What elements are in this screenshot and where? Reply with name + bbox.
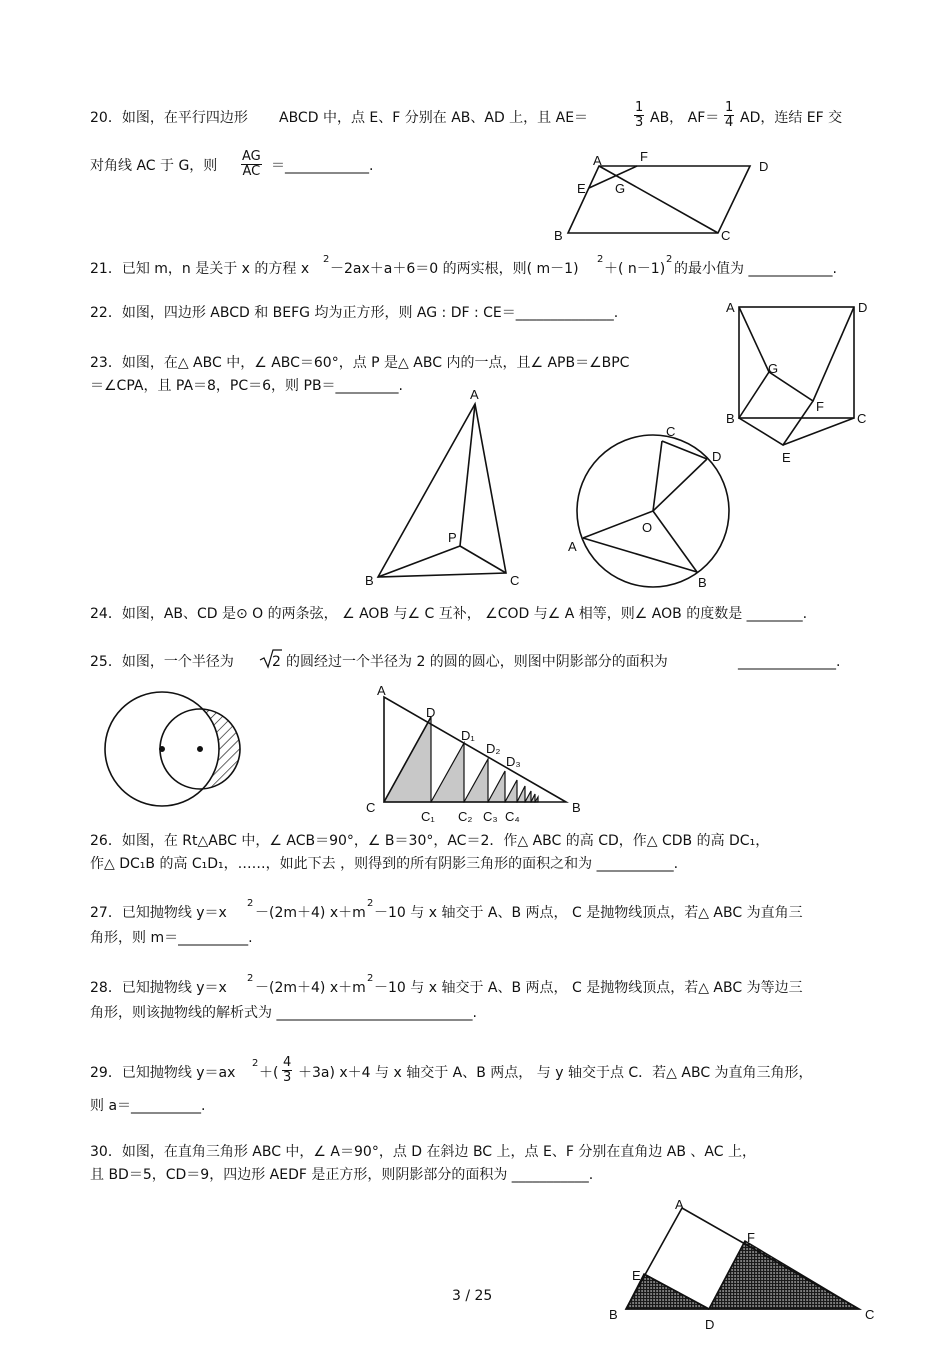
q24-label-b: B bbox=[698, 575, 707, 590]
q24-label-a: A bbox=[568, 539, 577, 554]
q26-label-d2: D₂ bbox=[486, 741, 501, 756]
q25-text-c: ______________. bbox=[738, 654, 841, 670]
q29-fraction-4-3: $\frac{4}{3}$ bbox=[283, 1055, 292, 1085]
q21-sup-1: 2 bbox=[323, 254, 330, 265]
q20-label-c: C bbox=[721, 228, 731, 243]
q20-fraction-1-4: $\frac{1}{4}$ bbox=[725, 100, 734, 130]
q29-sup-1: 2 bbox=[252, 1058, 259, 1069]
q26-label-d1: D₁ bbox=[461, 728, 475, 743]
q28-sup-1: 2 bbox=[247, 973, 254, 984]
q23-line-2: ＝∠CPA，且 PA＝8，PC＝6，则 PB＝_________. bbox=[90, 378, 404, 394]
q21-text-d: 的最小值为 ____________. bbox=[674, 261, 837, 277]
q23-label-a: A bbox=[470, 387, 479, 402]
q21-sup-2: 2 bbox=[597, 254, 604, 265]
q24-radius-oc bbox=[653, 441, 662, 511]
q22-label-e: E bbox=[782, 450, 791, 465]
q24-label-o: O bbox=[642, 520, 653, 535]
q26-label-c: C bbox=[366, 800, 376, 815]
q20-label-d: D bbox=[759, 159, 769, 174]
q22-squares-figure bbox=[720, 295, 880, 470]
q20-text-c: AB， AF＝ bbox=[650, 110, 720, 126]
q21-text-c: ＋( n－1) bbox=[604, 261, 666, 277]
q22-label-d: D bbox=[858, 300, 868, 315]
q30-line-2: 且 BD＝5，CD＝9，四边形 AEDF 是正方形，则阴影部分的面积为 ___________. bbox=[90, 1167, 594, 1183]
q30-right-triangle-figure bbox=[600, 1195, 890, 1340]
q25-circles-figure bbox=[100, 690, 250, 815]
q26-label-c2: C₂ bbox=[458, 809, 473, 824]
q22-label-c: C bbox=[857, 411, 867, 426]
q20-fraction-ag-ac: $\frac{AG}{AC}$ bbox=[242, 149, 261, 179]
q20-label-b: B bbox=[554, 228, 563, 243]
q26-label-a: A bbox=[377, 683, 386, 698]
q24-chord-ab bbox=[583, 538, 697, 572]
q28-text-a: 28．已知抛物线 y＝x bbox=[90, 980, 227, 996]
q26-label-b: B bbox=[572, 800, 581, 815]
q30-label-e: E bbox=[632, 1268, 641, 1283]
q23-label-p: P bbox=[448, 530, 457, 545]
q20-text-b: ABCD 中，点 E、F 分别在 AB、AD 上，且 AE＝ bbox=[279, 110, 589, 126]
q27-sup-1: 2 bbox=[247, 898, 254, 909]
q23-segment-pc bbox=[460, 546, 506, 573]
q29-line-2: 则 a＝__________. bbox=[90, 1098, 206, 1114]
q30-label-c: C bbox=[865, 1307, 875, 1322]
q24-circle-figure bbox=[560, 420, 740, 595]
q26-line-1: 26．如图，在 Rt△ABC 中，∠ ACB＝90°，∠ B＝30°，AC＝2．作△ ABC 的高 CD，作△ CDB 的高 DC₁， bbox=[90, 833, 770, 849]
q26-label-c4: C₄ bbox=[505, 809, 520, 824]
q23-segment-pb bbox=[378, 546, 460, 577]
q22-text: 22．如图，四边形 ABCD 和 BEFG 均为正方形，则 AG : DF : CE＝______________. bbox=[90, 305, 619, 321]
q27-text-c: －10 与 x 轴交于 A、B 两点， C 是抛物线顶点，若△ ABC 为直角三 bbox=[374, 905, 803, 921]
q22-segment-ce bbox=[783, 418, 854, 445]
q27-line-2: 角形，则 m＝__________. bbox=[90, 930, 253, 946]
q23-triangle-abc bbox=[378, 404, 506, 577]
q21-text-b: －2ax＋a＋6＝0 的两实根，则( m－1) bbox=[330, 261, 579, 277]
q30-label-f: F bbox=[747, 1230, 755, 1245]
q24-radius-ob bbox=[653, 511, 697, 572]
q26-shaded-triangle-3 bbox=[464, 759, 488, 802]
q21-text-a: 21．已知 m，n 是关于 x 的方程 x bbox=[90, 261, 310, 277]
q20-text-a: 20．如图，在平行四边形 bbox=[90, 110, 248, 126]
q30-label-a: A bbox=[675, 1197, 684, 1212]
page-number: 3 / 25 bbox=[452, 1288, 493, 1304]
q28-sup-2: 2 bbox=[367, 973, 374, 984]
q22-square-befg bbox=[739, 372, 813, 445]
q26-label-d: D bbox=[426, 705, 436, 720]
q22-segment-ag bbox=[739, 307, 769, 372]
q26-label-d3: D₃ bbox=[506, 754, 521, 769]
q22-label-g: G bbox=[768, 361, 779, 376]
q22-label-b: B bbox=[726, 411, 735, 426]
q22-label-f: F bbox=[816, 399, 824, 414]
q29-text-b: ＋( bbox=[259, 1065, 279, 1081]
q30-label-b: B bbox=[609, 1307, 618, 1322]
q23-line-1: 23．如图，在△ ABC 中，∠ ABC＝60°，点 P 是△ ABC 内的一点，且∠ APB＝∠BPC bbox=[90, 355, 630, 371]
q23-label-c: C bbox=[510, 573, 520, 588]
q26-label-c3: C₃ bbox=[483, 809, 498, 824]
q26-label-c1: C₁ bbox=[421, 809, 435, 824]
q26-right-triangle-figure bbox=[360, 680, 590, 825]
q20-text-f: ＝____________. bbox=[271, 158, 374, 174]
q26-shaded-triangle-6 bbox=[517, 786, 525, 802]
q28-text-b: －(2m＋4) x＋m bbox=[255, 980, 366, 996]
q28-line-2: 角形，则该抛物线的解析式为 ____________________________. bbox=[90, 1005, 477, 1021]
q20-segment-ef bbox=[589, 166, 637, 188]
q24-chord-cd bbox=[662, 441, 707, 459]
q23-triangle-figure bbox=[360, 385, 530, 595]
q30-line-1: 30．如图，在直角三角形 ABC 中，∠ A＝90°，点 D 在斜边 BC 上，点 E、F 分别在直角边 AB 、AC 上， bbox=[90, 1144, 756, 1160]
q25-radical-value: 2 bbox=[272, 654, 281, 670]
q26-shaded-triangle-5 bbox=[505, 780, 517, 802]
q28-text-c: －10 与 x 轴交于 A、B 两点， C 是抛物线顶点，若△ ABC 为等边三 bbox=[374, 980, 803, 996]
q22-label-a: A bbox=[726, 300, 735, 315]
q25-center-large bbox=[160, 747, 164, 751]
q30-shaded-triangle-dfc bbox=[709, 1241, 859, 1309]
q26-shaded-triangle-4 bbox=[488, 771, 505, 802]
q29-text-a: 29．已知抛物线 y＝ax bbox=[90, 1065, 236, 1081]
q29-text-c: ＋3a) x＋4 与 x 轴交于 A、B 两点， 与 y 轴交于点 C．若△ ABC 为直角三角形， bbox=[298, 1065, 813, 1081]
q20-text-d: AD，连结 EF 交 bbox=[740, 110, 843, 126]
q20-label-f: F bbox=[640, 149, 648, 164]
q23-label-b: B bbox=[365, 573, 374, 588]
q24-label-c: C bbox=[666, 424, 676, 439]
q27-text-a: 27．已知抛物线 y＝x bbox=[90, 905, 227, 921]
q21-sup-3: 2 bbox=[666, 254, 673, 265]
q26-shaded-triangle-7 bbox=[525, 791, 531, 802]
q20-text-e: 对角线 AC 于 G，则 bbox=[90, 158, 218, 174]
q26-line-2: 作△ DC₁B 的高 C₁D₁，……，如此下去 ，则得到的所有阴影三角形的面积之和为 ___________. bbox=[90, 856, 679, 872]
q25-center-small bbox=[198, 747, 202, 751]
q27-text-b: －(2m＋4) x＋m bbox=[255, 905, 366, 921]
q25-text-a: 25．如图，一个半径为 bbox=[90, 654, 234, 670]
q25-text-b: 的圆经过一个半径为 2 的圆的圆心，则图中阴影部分的面积为 bbox=[286, 654, 668, 670]
q26-shaded-triangle-2 bbox=[431, 743, 464, 802]
q20-parallelogram-figure bbox=[550, 145, 790, 245]
q20-fraction-1-3: $\frac{1}{3}$ bbox=[635, 100, 644, 130]
q20-label-e: E bbox=[577, 181, 586, 196]
q22-square-abcd bbox=[739, 307, 854, 418]
q30-label-d: D bbox=[705, 1317, 715, 1332]
q20-label-g: G bbox=[615, 181, 626, 196]
q24-text: 24．如图，AB、CD 是⊙ O 的两条弦， ∠ AOB 与∠ C 互补， ∠COD 与∠ A 相等，则∠ AOB 的度数是 ________. bbox=[90, 606, 808, 622]
q27-sup-2: 2 bbox=[367, 898, 374, 909]
q20-label-a: A bbox=[593, 153, 602, 168]
q24-radius-od bbox=[653, 459, 707, 511]
q24-label-d: D bbox=[712, 449, 722, 464]
q22-segment-df bbox=[813, 307, 854, 401]
